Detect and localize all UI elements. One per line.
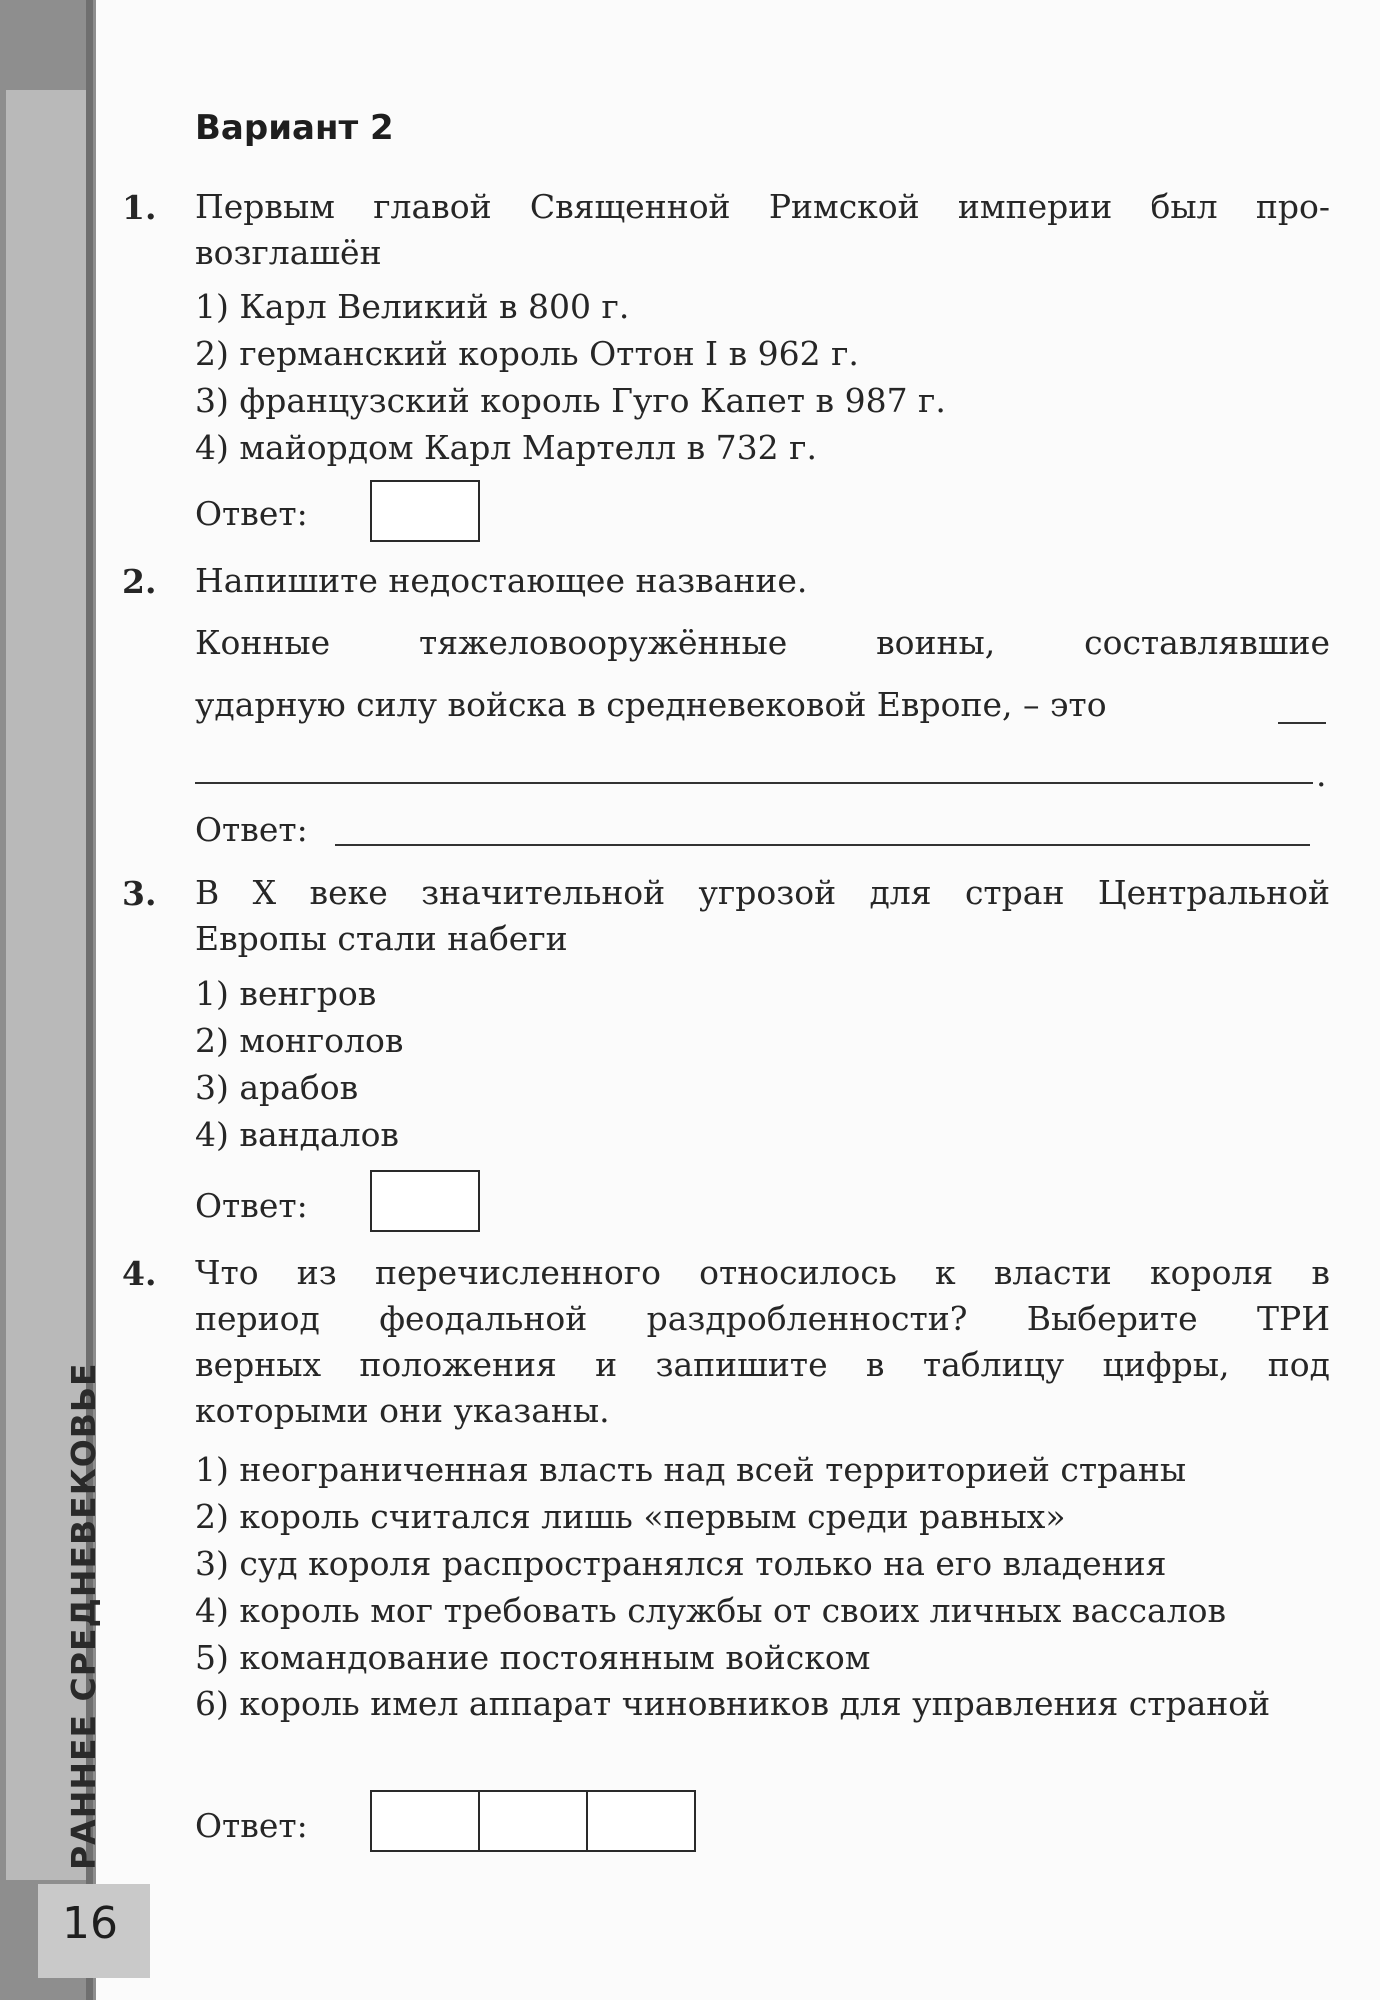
question-4-option-6: 6) король имел аппарат чиновников для управления страной (195, 1684, 1271, 1723)
variant-title: Вариант 2 (195, 108, 394, 148)
question-1-answer-label: Ответ: (195, 494, 308, 533)
question-3-text-line-1: В X веке значительной угрозой для стран Центральной (195, 873, 1330, 912)
question-4-text-line-2: период феодальной раздробленности? Выберите ТРИ (195, 1299, 1330, 1338)
question-4-number: 4. (122, 1254, 157, 1293)
section-label: РАННЕЕ СРЕДНЕВЕКОВЬЕ (64, 1362, 103, 1870)
question-1-option-1: 1) Карл Великий в 800 г. (195, 287, 630, 326)
question-4-option-5: 5) командование постоянным войском (195, 1638, 871, 1677)
question-3-option-1: 1) венгров (195, 974, 377, 1013)
question-2-number: 2. (122, 562, 157, 601)
question-4-text-line-4: которыми они указаны. (195, 1391, 610, 1430)
question-1-answer-box[interactable] (370, 480, 480, 542)
question-3-answer-box[interactable] (370, 1170, 480, 1232)
question-4-answer-cell-2[interactable] (480, 1792, 588, 1850)
question-3-text-line-2: Европы стали набеги (195, 919, 568, 958)
question-2-sentence-line-2: ударную силу войска в средневековой Европе, – это (195, 685, 1107, 724)
question-3-number: 3. (122, 874, 157, 913)
question-4-option-4: 4) король мог требовать службы от своих личных вассалов (195, 1591, 1227, 1630)
question-4-option-2: 2) король считался лишь «первым среди равных» (195, 1497, 1066, 1536)
question-4-answer-cell-1[interactable] (372, 1792, 480, 1850)
page-number: 16 (62, 1898, 118, 1949)
question-4-option-3: 3) суд короля распространялся только на его владения (195, 1544, 1167, 1583)
question-2-blank-line[interactable] (195, 782, 1313, 784)
question-2-period: . (1316, 755, 1327, 794)
question-4-answer-table (370, 1790, 696, 1852)
question-1-option-3: 3) французский король Гуго Капет в 987 г. (195, 381, 946, 420)
question-4-answer-label: Ответ: (195, 1806, 308, 1845)
question-2-answer-line[interactable] (335, 844, 1310, 846)
question-2-text: Напишите недостающее название. (195, 561, 808, 600)
question-3-option-2: 2) монголов (195, 1021, 404, 1060)
question-3-answer-label: Ответ: (195, 1186, 308, 1225)
question-3-option-3: 3) арабов (195, 1068, 359, 1107)
question-1-text-line-2: возглашён (195, 233, 382, 272)
question-4-text-line-1: Что из перечисленного относилось к власти короля в (195, 1253, 1330, 1292)
question-1-option-2: 2) германский король Оттон I в 962 г. (195, 334, 859, 373)
question-2-sentence-line-1: Конные тяжеловооружённые воины, составлявшие (195, 623, 1330, 662)
question-4-text-line-3: верных положения и запишите в таблицу цифры, под (195, 1345, 1330, 1384)
question-3-option-4: 4) вандалов (195, 1115, 400, 1154)
question-2-answer-label: Ответ: (195, 810, 308, 849)
question-4-option-1: 1) неограниченная власть над всей территорией страны (195, 1450, 1187, 1489)
question-1-number: 1. (122, 188, 157, 227)
question-4-answer-cell-3[interactable] (588, 1792, 694, 1850)
question-2-blank-line-end[interactable] (1278, 722, 1326, 724)
question-1-text-line-1: Первым главой Священной Римской империи был про- (195, 187, 1330, 226)
question-1-option-4: 4) майордом Карл Мартелл в 732 г. (195, 428, 817, 467)
